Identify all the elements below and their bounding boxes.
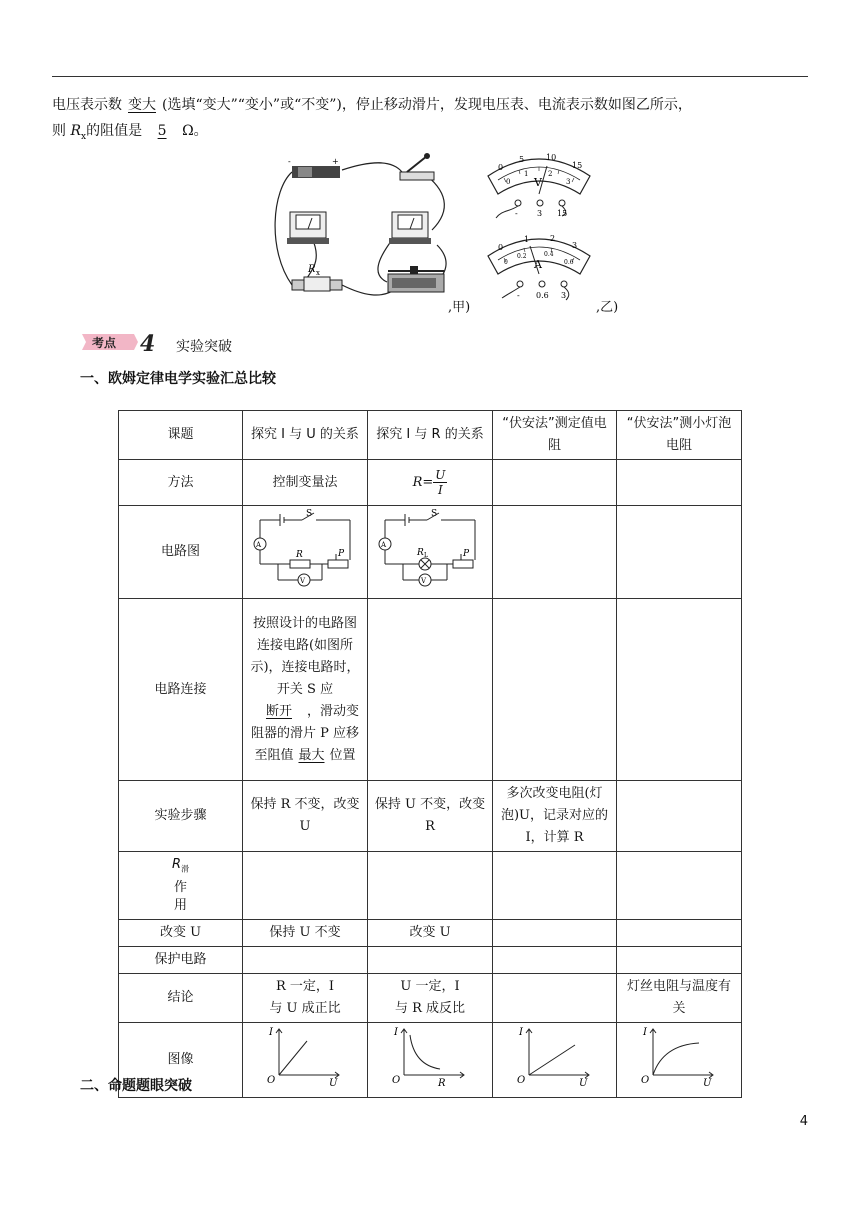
circuit-diagram-1 <box>250 508 360 588</box>
graph-cell <box>617 1023 742 1098</box>
empty-cell <box>493 852 617 920</box>
svg-text:-: - <box>288 157 291 166</box>
header-cell: 课题 <box>119 411 243 460</box>
graph-saturating <box>639 1025 719 1087</box>
conclusion-cell <box>368 974 493 1023</box>
conclusion-text: 与 R 成反比 <box>394 1001 466 1016</box>
rx-sub: x <box>316 269 320 277</box>
page-number: 4 <box>799 1114 808 1129</box>
formula-fraction <box>433 468 447 497</box>
conclusion-cell: 灯丝电阻与温度有关 <box>617 974 742 1023</box>
formula-den: I <box>437 483 443 497</box>
graph-label: O <box>392 1075 401 1086</box>
graph-label: I <box>269 1027 273 1038</box>
graph-label: O <box>267 1075 276 1086</box>
conclusion-text: U 一定，I <box>400 979 460 994</box>
circuit-label: R <box>417 548 424 558</box>
graph-inverse <box>390 1025 470 1087</box>
v-scale-bottom: 0 <box>506 178 511 186</box>
changeU-cell: 保持 U 不变 <box>243 920 368 947</box>
graph-label: I <box>643 1027 647 1038</box>
steps-cell: 多次改变电阻(灯泡)U，记录对应的 I，计算 R <box>493 781 617 852</box>
graph-label: U <box>578 1078 587 1087</box>
empty-cell <box>493 460 617 506</box>
header-cell: “伏安法”测定值电阻 <box>493 411 617 460</box>
a-scale-bottom: 0.6 <box>564 259 574 266</box>
meters-figure-yi <box>484 148 594 308</box>
row-label: 电路图 <box>119 506 243 599</box>
circuit-cell-2 <box>368 506 493 599</box>
rslide-label: 作 <box>173 879 187 895</box>
formula-lhs: R= <box>412 475 434 490</box>
empty-cell <box>617 460 742 506</box>
circuit-cell-1 <box>243 506 368 599</box>
changeU-cell: 改变 U <box>368 920 493 947</box>
v-terminal: - <box>515 209 518 218</box>
header-rule <box>52 76 808 77</box>
circuit-diagram-2 <box>375 508 485 588</box>
var-sub: x <box>81 131 87 142</box>
graph-label: O <box>516 1075 525 1086</box>
intro-text: 则 <box>52 123 66 139</box>
ammeter-symbol: A <box>534 258 542 271</box>
v-terminal: 15 <box>557 209 568 218</box>
empty-cell <box>617 947 742 974</box>
graph-cell <box>368 1023 493 1098</box>
empty-cell <box>243 852 368 920</box>
row-label: 方法 <box>119 460 243 506</box>
circuit-label: P <box>338 549 345 559</box>
method-cell: 控制变量法 <box>243 460 368 506</box>
graph-label: I <box>394 1027 398 1038</box>
graph-cell <box>493 1023 617 1098</box>
v-terminal: 3 <box>537 209 543 218</box>
heading-2: 二、命题题眼突破 <box>80 1078 192 1094</box>
formula-num: U <box>435 468 446 482</box>
connect-cell <box>243 599 368 781</box>
v-scale-top: 10 <box>546 153 557 162</box>
empty-cell <box>493 974 617 1023</box>
answer-blank: 5 <box>157 123 167 139</box>
graph-label: O <box>641 1075 650 1086</box>
a-terminal: 0.6 <box>536 291 549 300</box>
empty-cell <box>243 947 368 974</box>
section-badge <box>80 330 160 354</box>
steps-cell: 保持 R 不变，改变 U <box>243 781 368 852</box>
intro-text: Ω。 <box>182 123 208 139</box>
section-badge-num: 4 <box>140 331 156 354</box>
v-scale-top: 5 <box>519 155 525 164</box>
conclusion-cell <box>243 974 368 1023</box>
graph-label: U <box>329 1078 338 1087</box>
v-scale-bottom: 3 <box>566 178 571 186</box>
heading-1: 一、欧姆定律电学实验汇总比较 <box>80 371 276 387</box>
graph-label: I <box>518 1027 523 1038</box>
empty-cell <box>617 852 742 920</box>
a-scale-bottom: 0.4 <box>544 251 554 258</box>
empty-cell <box>617 781 742 852</box>
answer-blank: 断开 <box>265 703 292 719</box>
a-terminal: - <box>517 291 520 300</box>
row-label: 结论 <box>119 974 243 1023</box>
a-scale-bottom: 0 <box>504 259 508 266</box>
a-scale-top: 2 <box>550 234 556 243</box>
intro-line-2 <box>52 120 208 148</box>
empty-cell <box>617 506 742 599</box>
var-r: R <box>70 123 81 139</box>
intro-text: 电压表示数 <box>52 97 122 113</box>
circuit-label: S <box>431 509 438 519</box>
section-title: 实验突破 <box>176 339 232 355</box>
conclusion-text: 与 U 成正比 <box>269 1001 341 1016</box>
intro-text: (选填“变大”“变小”或“不变”)，停止移动滑片，发现电压表、电流表示数如图乙所示， <box>162 97 692 113</box>
rslide-r: R <box>171 857 182 873</box>
circuit-label: R <box>296 550 303 560</box>
empty-cell <box>493 947 617 974</box>
header-cell: 探究 I 与 U 的关系 <box>243 411 368 460</box>
graph-linear-2 <box>515 1025 595 1087</box>
v-scale-bottom: 1 <box>524 170 529 178</box>
rx-label: R <box>308 264 316 275</box>
intro-text: 的阻值是 <box>86 123 143 139</box>
graph-linear-1 <box>265 1025 345 1087</box>
row-label <box>119 852 243 920</box>
graph-label: R <box>438 1078 446 1087</box>
connect-text: 按照设计的电路图连接电路(如图所示)，连接电路时，开关 S 应 <box>250 615 360 697</box>
v-scale-bottom: 2 <box>548 170 553 178</box>
empty-cell <box>368 852 493 920</box>
empty-cell <box>493 920 617 947</box>
graph-cell <box>243 1023 368 1098</box>
a-scale-top: 3 <box>572 241 578 250</box>
intro-line-1 <box>52 94 692 116</box>
circuit-label: S <box>306 509 313 519</box>
v-scale-top: 0 <box>498 163 504 172</box>
conclusion-text: R 一定，I <box>275 979 335 994</box>
empty-cell <box>368 599 493 781</box>
circuit-label: V <box>300 577 306 585</box>
answer-blank: 变大 <box>128 97 156 113</box>
a-scale-top: 1 <box>524 235 530 244</box>
rslide-label: 用 <box>173 897 187 913</box>
figure-label-yi: ,乙) <box>596 300 619 315</box>
circuit-label: V <box>421 577 427 585</box>
figure-label-jia: ,甲) <box>448 300 471 315</box>
voltmeter-symbol: V <box>534 176 542 189</box>
v-scale-top: 15 <box>572 161 583 170</box>
empty-cell <box>617 599 742 781</box>
connect-text: ，滑动变阻器的滑片 P 应移至阻值 <box>250 703 359 763</box>
empty-cell <box>493 506 617 599</box>
section-badge-text: 考点 <box>92 336 117 350</box>
row-label: 保护电路 <box>119 947 243 974</box>
row-label: 图像 <box>119 1023 243 1098</box>
empty-cell <box>617 920 742 947</box>
circuit-label: A <box>256 541 262 549</box>
rslide-sub: 滑 <box>181 864 190 874</box>
svg-text:+: + <box>332 157 339 166</box>
circuit-figure-jia <box>262 150 462 310</box>
empty-cell <box>368 947 493 974</box>
answer-blank: 最大 <box>298 747 325 763</box>
a-scale-top: 0 <box>498 243 504 252</box>
formula-cell <box>368 460 493 506</box>
header-cell: “伏安法”测小灯泡电阻 <box>617 411 742 460</box>
row-label: 电路连接 <box>119 599 243 781</box>
graph-label: U <box>703 1078 712 1087</box>
circuit-label: P <box>463 549 470 559</box>
circuit-label: L <box>424 552 428 559</box>
empty-cell <box>493 599 617 781</box>
circuit-label: A <box>381 541 387 549</box>
row-label: 改变 U <box>119 920 243 947</box>
row-label: 实验步骤 <box>119 781 243 852</box>
header-cell: 探究 I 与 R 的关系 <box>368 411 493 460</box>
a-terminal: 3 <box>561 291 567 300</box>
comparison-table <box>118 410 742 1098</box>
connect-text: 位置 <box>329 747 356 763</box>
a-scale-bottom: 0.2 <box>517 253 527 260</box>
steps-cell: 保持 U 不变，改变 R <box>368 781 493 852</box>
